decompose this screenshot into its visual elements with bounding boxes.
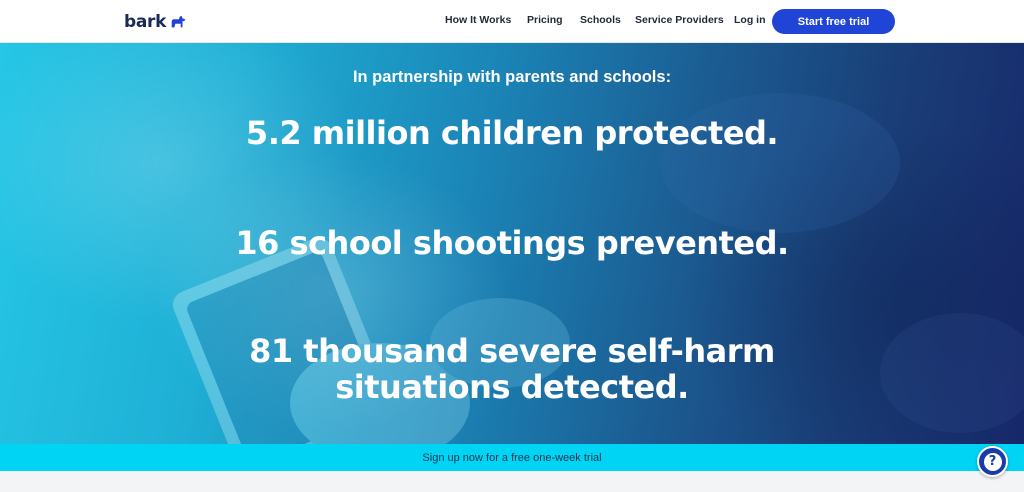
hero-kicker: In partnership with parents and schools: xyxy=(352,68,672,86)
stat-self-harm-detected: 81 thousand severe self-harm situations detected. xyxy=(249,332,775,406)
stat-shootings-prevented: 16 school shootings prevented. xyxy=(235,224,789,262)
nav-schools[interactable]: Schools xyxy=(580,14,621,26)
nav-how-it-works[interactable]: How It Works xyxy=(445,14,512,26)
help-question-icon: ? xyxy=(984,453,1002,471)
trial-banner-text: Sign up now for a free one-week trial xyxy=(422,451,602,464)
start-free-trial-button[interactable]: Start free trial xyxy=(772,9,895,34)
trial-banner[interactable] xyxy=(0,444,1024,471)
nav-service-providers[interactable]: Service Providers xyxy=(635,14,724,26)
stat-children-protected: 5.2 million children protected. xyxy=(245,114,779,152)
help-button[interactable] xyxy=(977,446,1008,477)
hero-banner xyxy=(0,43,1024,444)
nav-pricing[interactable]: Pricing xyxy=(527,14,563,26)
logo-wordmark: bark xyxy=(124,12,167,32)
nav-login[interactable]: Log in xyxy=(734,14,766,26)
top-navbar xyxy=(0,0,1024,43)
